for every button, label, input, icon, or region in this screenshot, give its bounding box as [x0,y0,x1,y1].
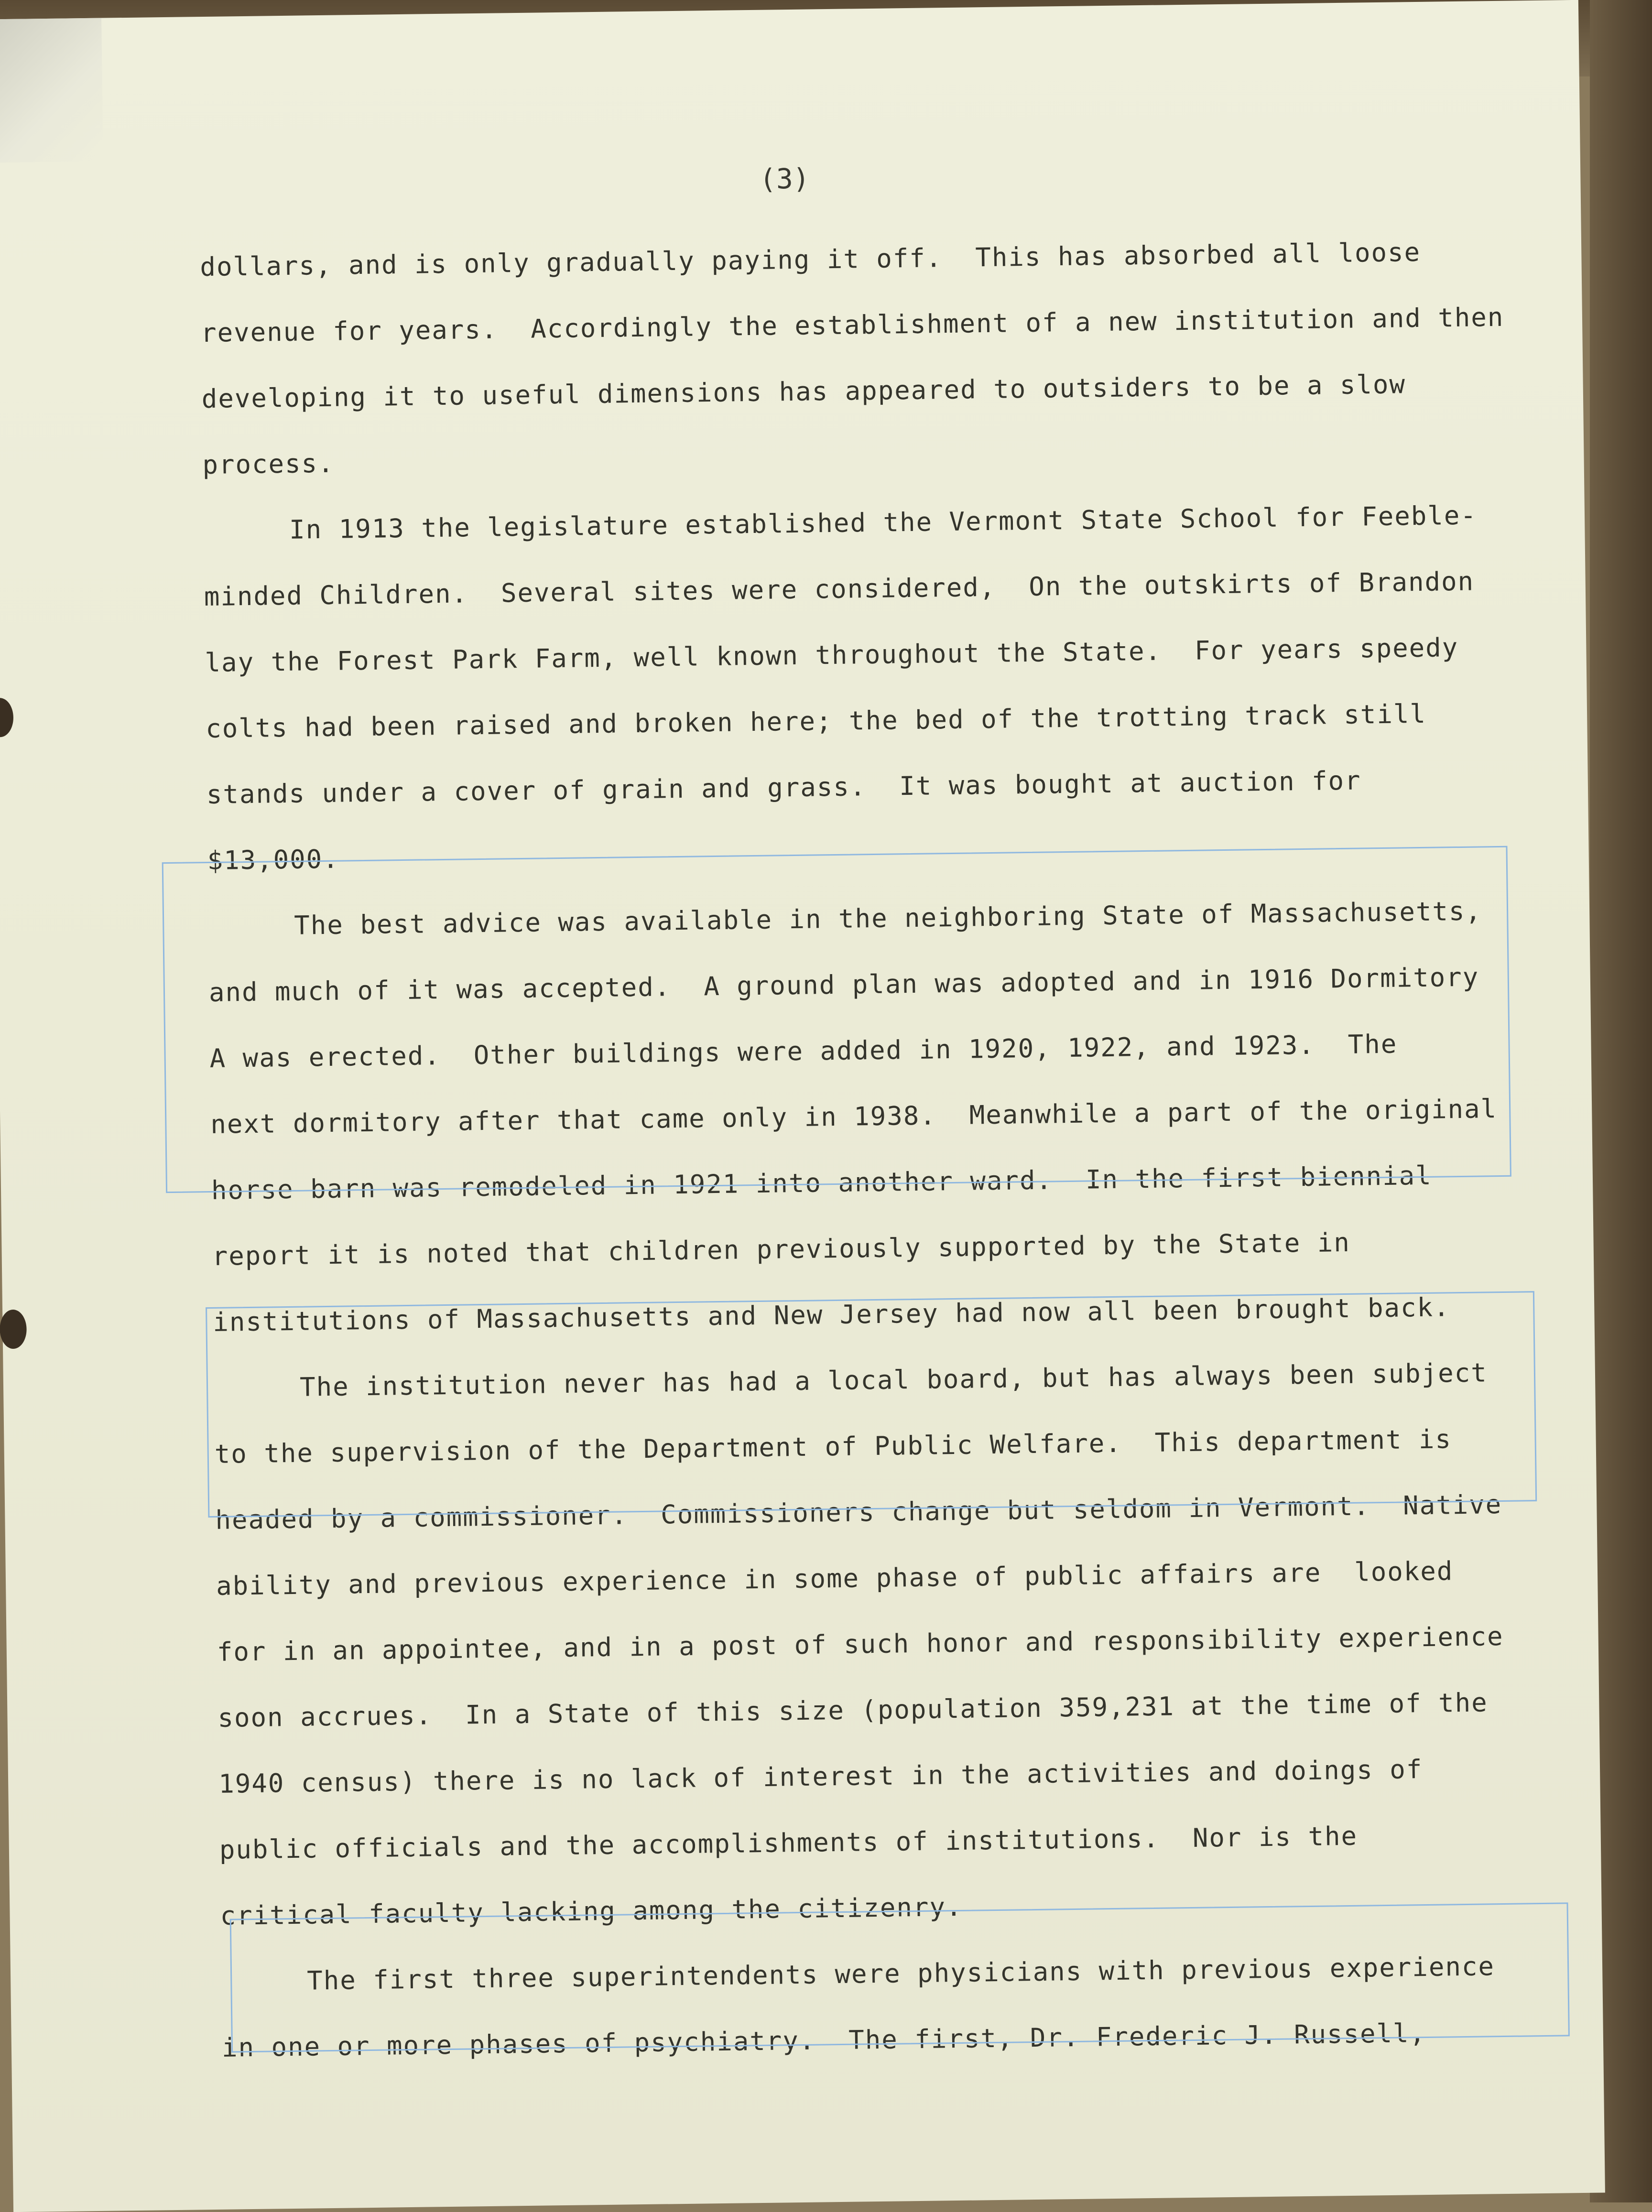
highlight-box-massachusetts [162,846,1511,1193]
highlight-box-superintendents [230,1902,1570,2052]
text-line: soon accrues. In a State of this size (population 359,231 at the time of the [217,1687,1489,1733]
text-line: A was erected. Other buildings were added in 1920, 1922, and 1923. The [209,1029,1398,1073]
text-line: critical faculty lacking among the citizenry. [220,1891,963,1931]
text-line: The first three superintendents were physicians with previous experience [306,1951,1495,1996]
text-line: for in an appointee, and in a post of such honor and responsibility experience [217,1621,1504,1667]
text-line: report it is noted that children previously supported by the State in [212,1227,1351,1271]
punch-hole-upper [0,698,13,737]
text-line: $13,000. [207,844,340,876]
text-line: ability and previous experience in some phase of public affairs are looked [216,1556,1454,1601]
text-line: colts had been raised and broken here; the bed of the trotting track still [205,698,1427,744]
text-line: developing it to useful dimensions has appeared to outsiders to be a slow [201,369,1406,414]
punch-hole-middle [0,1310,27,1349]
page-curl [0,18,103,163]
text-line: minded Children. Several sites were considered, On the outskirts of Brandon [204,566,1475,612]
text-line: The institution never has had a local board, but has always been subject [299,1357,1488,1402]
text-line: next dormitory after that came only in 1938. Meanwhile a part of the original [210,1094,1498,1139]
text-line: stands under a cover of grain and grass. It was bought at auction for [206,765,1361,810]
text-line: and much of it was accepted. A ground plan was adopted and in 1916 Dormitory [208,962,1479,1008]
text-line: lay the Forest Park Farm, well known throughout the State. For years speedy [205,632,1459,678]
text-line: In 1913 the legislature established the Vermont State School for Feeble- [289,500,1478,545]
text-line: 1940 census) there is no lack of interest in the activities and doings of [218,1754,1423,1799]
page-number: (3) [759,162,810,195]
text-line: institutions of Massachusetts and New Jersey had now all been brought back. [213,1292,1450,1337]
text-line: The best advice was available in the neighboring State of Massachusetts, [293,896,1482,941]
highlight-box-local-board [206,1291,1537,1518]
text-line: headed by a commissioner. Commissioners change but seldom in Vermont. Native [215,1489,1502,1535]
text-line: public officials and the accomplishments of institutions. Nor is the [219,1821,1358,1865]
text-line: horse barn was remodeled in 1921 into another ward. In the first biennial [211,1160,1433,1205]
text-line: process. [202,448,335,480]
text-line: revenue for years. Accordingly the establishment of a new institution and then [200,302,1504,348]
text-line: to the supervision of the Department of Public Welfare. This department is [214,1424,1452,1469]
text-line: dollars, and is only gradually paying it off. This has absorbed all loose [200,237,1421,282]
text-line: in one or more phases of psychiatry. The first, Dr. Frederic J. Russell, [221,2018,1426,2063]
